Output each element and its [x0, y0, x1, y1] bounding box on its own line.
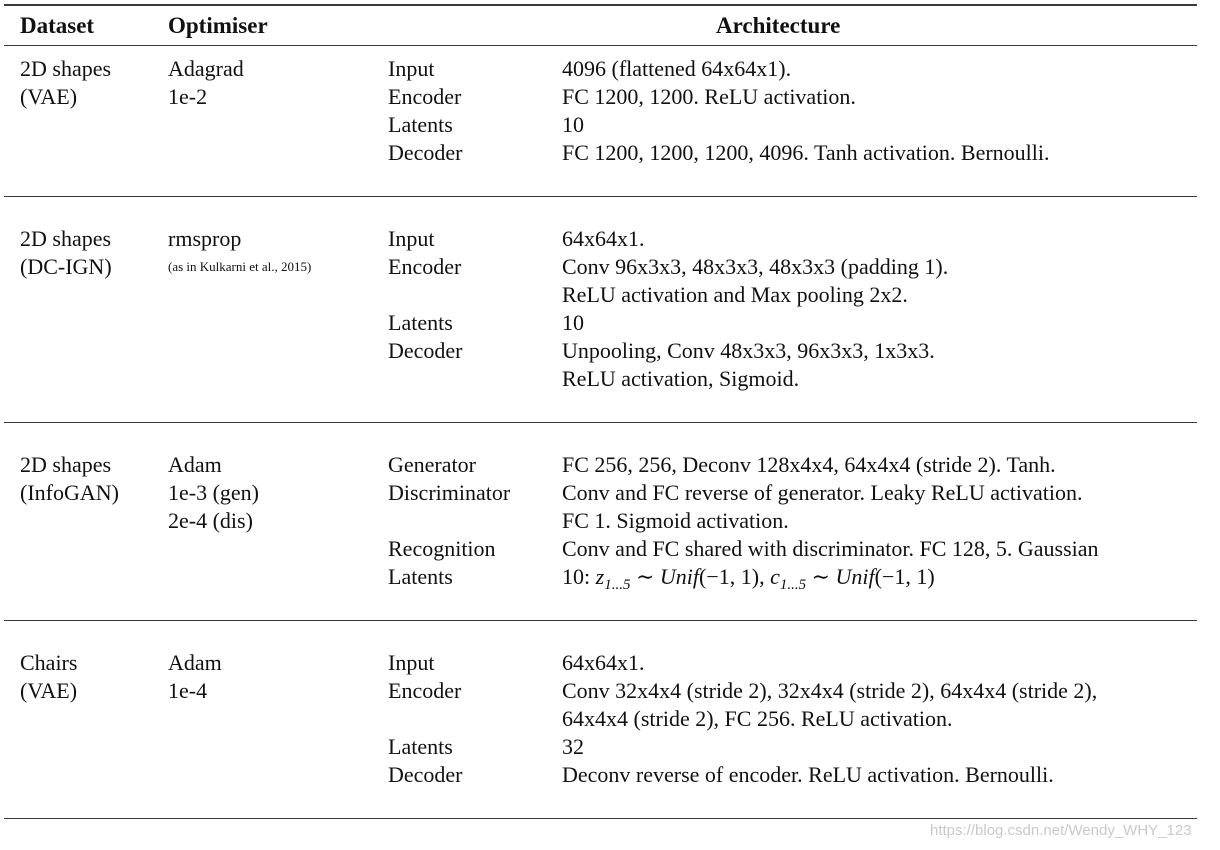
var-z: z — [595, 564, 605, 589]
group-separator — [4, 620, 1197, 621]
table-top-rule — [4, 4, 1197, 6]
dataset-name: Chairs — [20, 650, 78, 675]
arch-label: Decoder — [388, 338, 463, 363]
optimiser-lr: 1e-2 — [168, 84, 208, 109]
table-bottom-rule — [4, 818, 1197, 819]
arch-label: Encoder — [388, 84, 462, 109]
arch-value: 10 — [562, 310, 584, 335]
subscript-range: 1...5 — [779, 577, 807, 593]
var-c: c — [770, 564, 780, 589]
group-separator — [4, 196, 1197, 197]
optimiser-lr: 1e-4 — [168, 678, 208, 703]
optimiser-name: Adagrad — [168, 56, 244, 81]
dataset-model: (InfoGAN) — [20, 480, 119, 505]
dist-args: (−1, 1) — [874, 564, 935, 589]
sim-symbol: ∼ — [630, 564, 660, 589]
arch-label: Input — [388, 56, 435, 81]
arch-value: Conv 96x3x3, 48x3x3, 48x3x3 (padding 1). — [562, 254, 949, 279]
group-separator — [4, 422, 1197, 423]
arch-value: ReLU activation and Max pooling 2x2. — [562, 282, 908, 307]
optimiser-name: Adam — [168, 452, 222, 477]
arch-label: Decoder — [388, 762, 463, 787]
arch-value: Deconv reverse of encoder. ReLU activation. Bernoulli. — [562, 762, 1054, 787]
arch-value: ReLU activation, Sigmoid. — [562, 366, 800, 391]
subscript-range: 1...5 — [604, 577, 631, 593]
arch-value: 64x4x4 (stride 2), FC 256. ReLU activation. — [562, 706, 953, 731]
optimiser-name: rmsprop — [168, 226, 242, 251]
arch-value: FC 1. Sigmoid activation. — [562, 508, 789, 533]
arch-value: 10 — [562, 112, 584, 137]
arch-label: Latents — [388, 310, 453, 335]
arch-value: FC 1200, 1200, 1200, 4096. Tanh activation. Bernoulli. — [562, 140, 1050, 165]
latents-formula — [562, 563, 935, 599]
dataset-model: (VAE) — [20, 678, 78, 703]
latents-prefix: 10: — [562, 564, 596, 589]
dist-name: Unif — [659, 564, 699, 589]
arch-label: Discriminator — [388, 480, 511, 505]
arch-label: Recognition — [388, 536, 496, 561]
dataset-name: 2D shapes — [20, 226, 112, 251]
arch-label: Latents — [388, 112, 453, 137]
arch-value: Conv and FC shared with discriminator. FC 128, 5. Gaussian — [562, 536, 1099, 561]
arch-value: 64x64x1. — [562, 650, 645, 675]
dataset-name: 2D shapes — [20, 56, 112, 81]
dataset-model: (VAE) — [20, 84, 78, 109]
arch-value: 4096 (flattened 64x64x1). — [562, 56, 792, 81]
watermark: https://blog.csdn.net/Wendy_WHY_123 — [930, 822, 1192, 839]
arch-label: Encoder — [388, 678, 462, 703]
arch-label: Input — [388, 650, 435, 675]
dataset-name: 2D shapes — [20, 452, 112, 477]
dist-name: Unif — [835, 564, 875, 589]
arch-value: FC 1200, 1200. ReLU activation. — [562, 84, 856, 109]
header-dataset: Dataset — [20, 13, 95, 38]
arch-label: Latents — [388, 564, 453, 589]
arch-label: Decoder — [388, 140, 463, 165]
dataset-model: (DC-IGN) — [20, 254, 112, 279]
arch-label: Encoder — [388, 254, 462, 279]
optimiser-lr-gen: 1e-3 (gen) — [168, 480, 260, 505]
arch-value: 64x64x1. — [562, 226, 645, 251]
header-architecture: Architecture — [716, 13, 841, 38]
arch-label: Input — [388, 226, 435, 251]
dist-args: (−1, 1) — [699, 564, 760, 589]
arch-value: Conv 32x4x4 (stride 2), 32x4x4 (stride 2), 64x4x4 (stride 2), — [562, 678, 1098, 703]
sim-symbol: ∼ — [806, 564, 836, 589]
arch-label: Generator — [388, 452, 476, 477]
comma: , — [759, 564, 771, 589]
optimiser-name: Adam — [168, 650, 222, 675]
arch-value: Conv and FC reverse of generator. Leaky ReLU activation. — [562, 480, 1083, 505]
optimiser-citation: (as in Kulkarni et al., 2015) — [168, 259, 312, 274]
arch-label: Latents — [388, 734, 453, 759]
arch-value: FC 256, 256, Deconv 128x4x4, 64x4x4 (stride 2). Tanh. — [562, 452, 1056, 477]
optimiser-lr-dis: 2e-4 (dis) — [168, 508, 253, 533]
header-rule — [4, 45, 1197, 46]
arch-value: 32 — [562, 734, 584, 759]
header-optimiser: Optimiser — [168, 13, 268, 38]
arch-value: Unpooling, Conv 48x3x3, 96x3x3, 1x3x3. — [562, 338, 935, 363]
